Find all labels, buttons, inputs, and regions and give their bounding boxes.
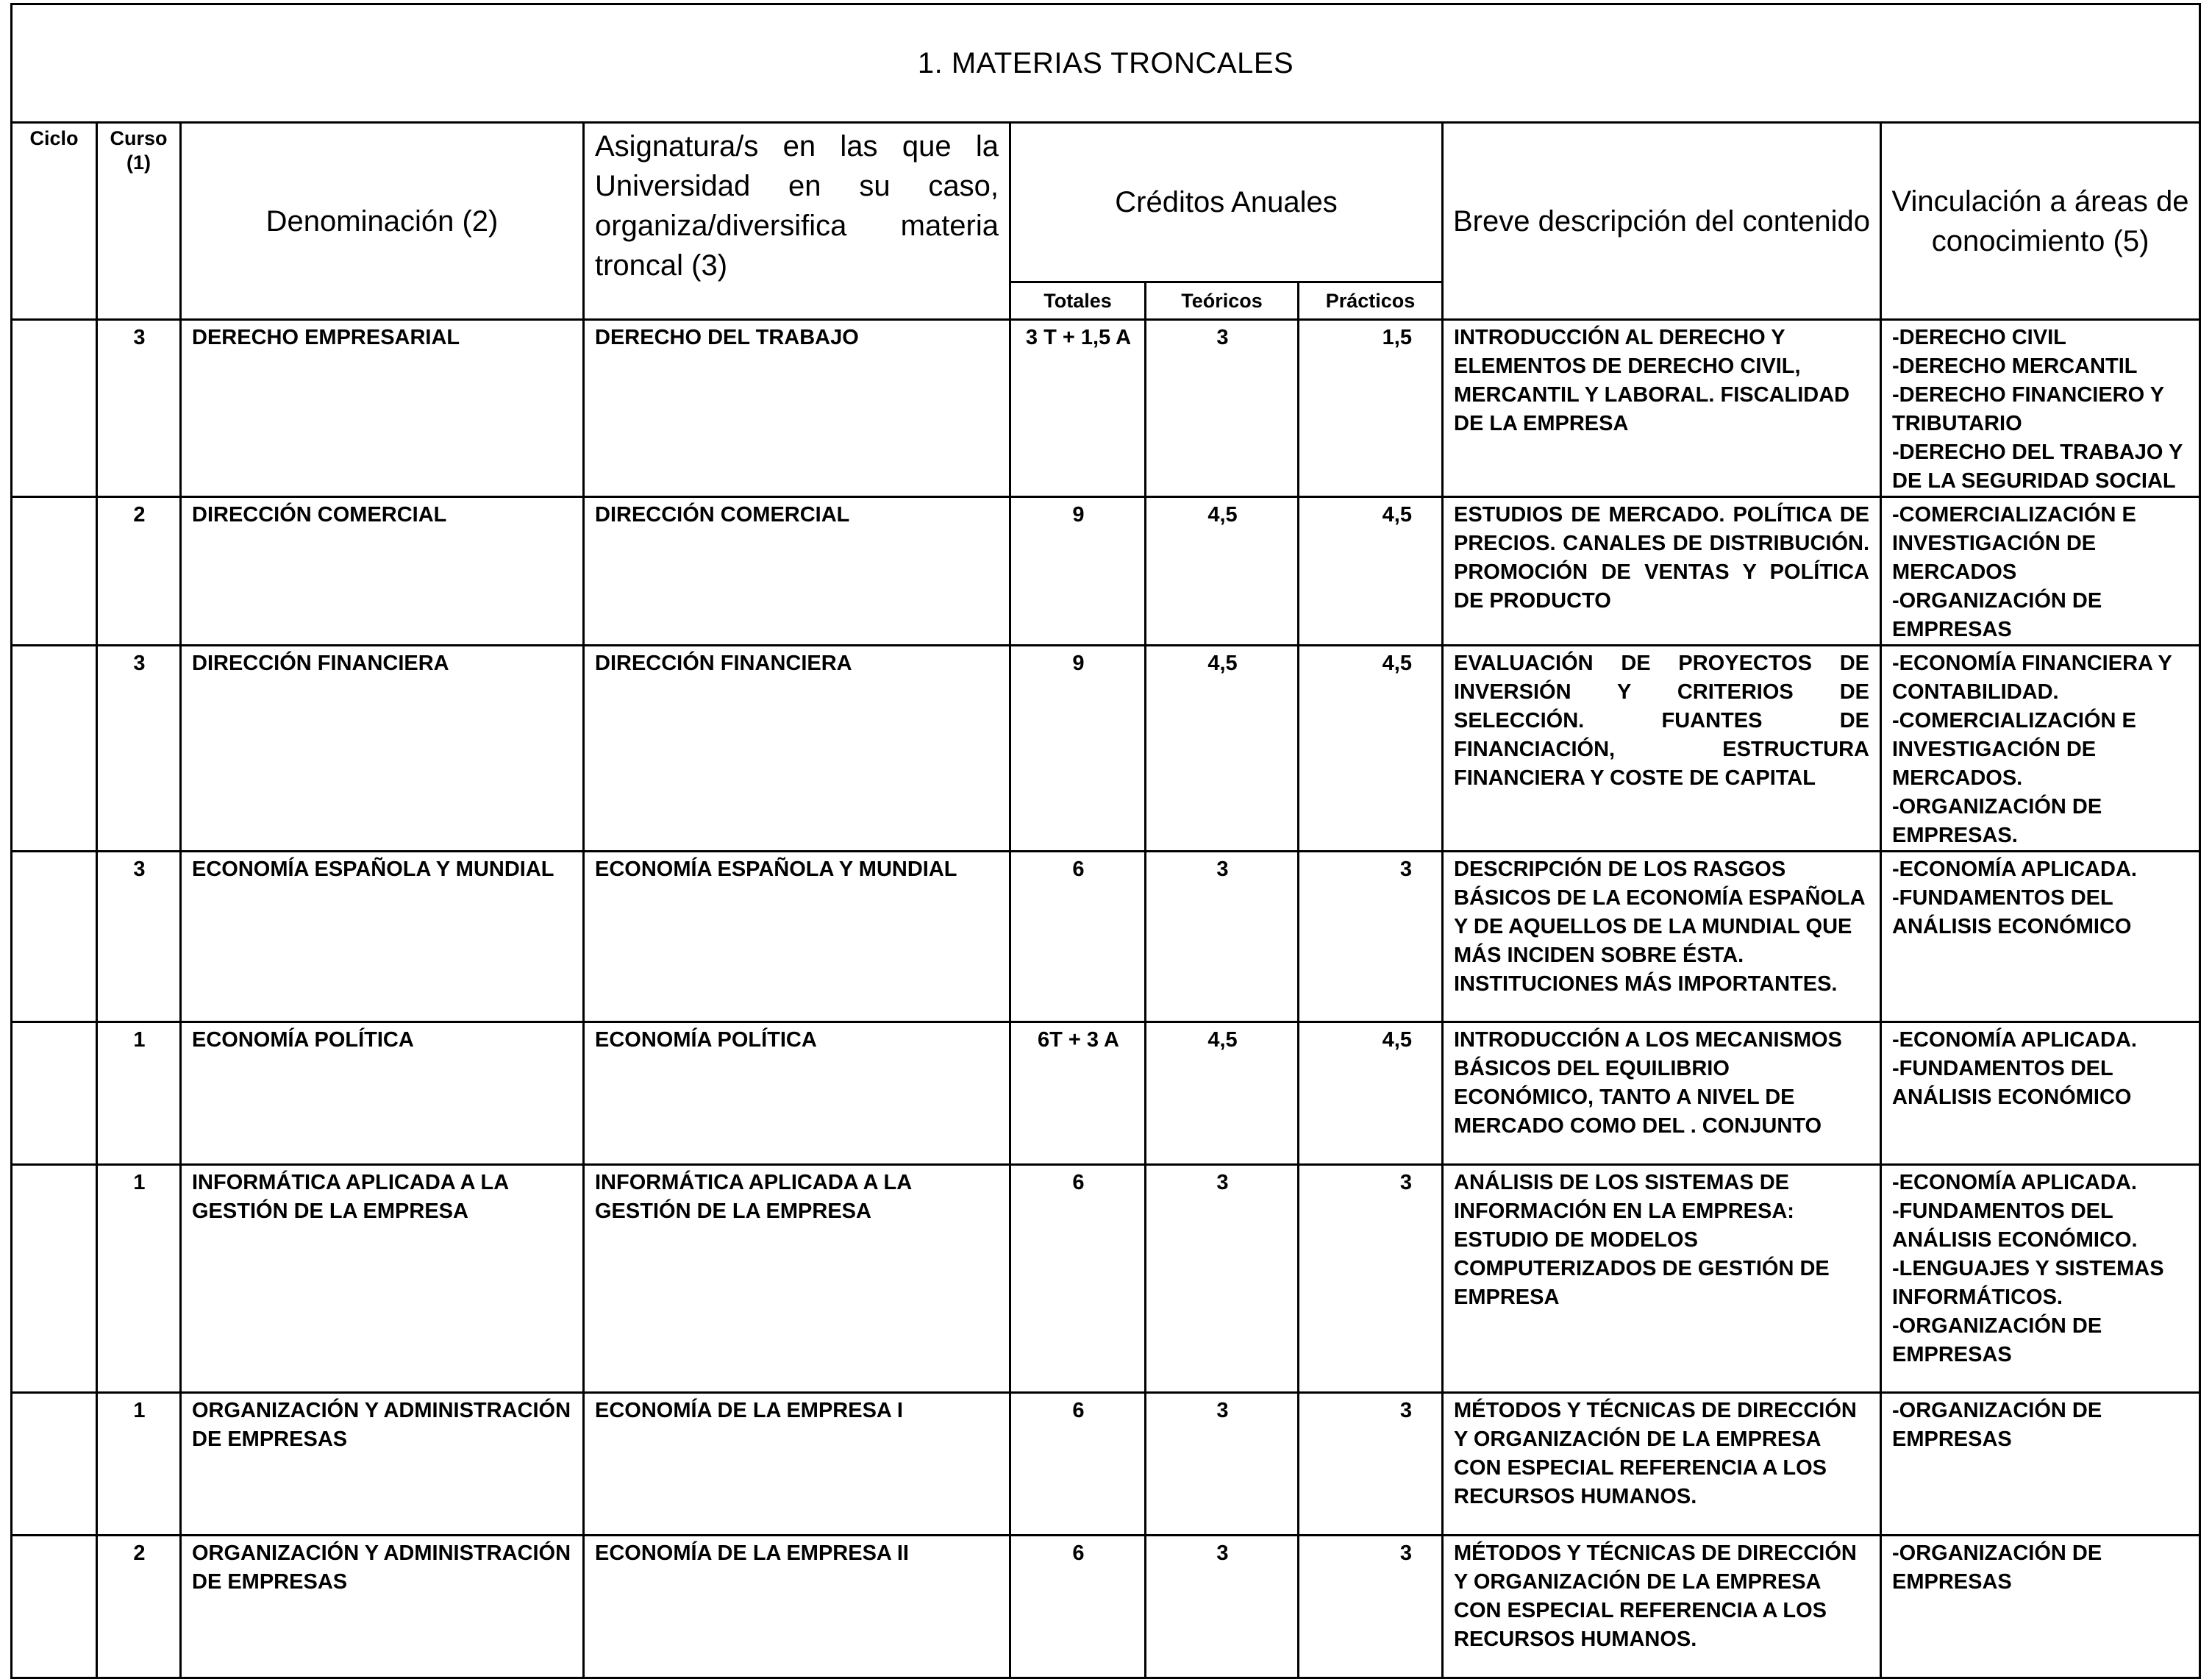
cell-areas	[1881, 1022, 2200, 1165]
cell-ciclo	[12, 1536, 97, 1678]
cell-practicos: 1,5	[1299, 320, 1443, 497]
table-row	[12, 852, 2200, 1022]
cell-totales: 6	[1010, 1165, 1146, 1393]
area-item: -FUNDAMENTOS DEL ANÁLISIS ECONÓMICO.	[1892, 1199, 2138, 1252]
cell-curso: 2	[97, 497, 181, 646]
cell-asignatura: ECONOMÍA POLÍTICA	[584, 1022, 1010, 1165]
cell-teoricos: 4,5	[1146, 1022, 1299, 1165]
cell-asignatura: DIRECCIÓN COMERCIAL	[584, 497, 1010, 646]
area-item: -COMERCIALIZACIÓN E INVESTIGACIÓN DE MERCADOS	[1892, 503, 2136, 584]
table-row	[12, 497, 2200, 646]
header-denominacion: Denominación (2)	[181, 123, 584, 320]
area-item: -DERECHO MERCANTIL	[1892, 354, 2138, 378]
cell-totales: 6	[1010, 852, 1146, 1022]
cell-curso: 3	[97, 646, 181, 852]
cell-asignatura: ECONOMÍA DE LA EMPRESA II	[584, 1536, 1010, 1678]
cell-descripcion: MÉTODOS Y TÉCNICAS DE DIRECCIÓN Y ORGANIZACIÓN DE LA EMPRESA CON ESPECIAL REFERENCIA A LOS RECURSOS HUMANOS.	[1443, 1536, 1881, 1678]
cell-totales: 3 T + 1,5 A	[1010, 320, 1146, 497]
cell-totales: 6T + 3 A	[1010, 1022, 1146, 1165]
cell-teoricos: 3	[1146, 1393, 1299, 1536]
cell-teoricos: 3	[1146, 852, 1299, 1022]
area-item: -ECONOMÍA APLICADA.	[1892, 858, 2137, 881]
cell-teoricos: 3	[1146, 1165, 1299, 1393]
cell-descripcion: ANÁLISIS DE LOS SISTEMAS DE INFORMACIÓN EN LA EMPRESA: ESTUDIO DE MODELOS COMPUTERIZADOS DE GESTIÓN DE EMPRESA	[1443, 1165, 1881, 1393]
cell-ciclo	[12, 320, 97, 497]
cell-curso: 3	[97, 852, 181, 1022]
cell-descripcion: EVALUACIÓN DE PROYECTOS DE INVERSIÓN Y CRITERIOS DE SELECCIÓN. FUANTES DE FINANCIACIÓN, ESTRUCTURA FINANCIERA Y COSTE DE CAPITAL	[1443, 646, 1881, 852]
table-row	[12, 1022, 2200, 1165]
area-item: -DERECHO FINANCIERO Y TRIBUTARIO	[1892, 383, 2164, 435]
area-item: -ORGANIZACIÓN DE EMPRESAS	[1892, 589, 2102, 641]
cell-teoricos: 3	[1146, 1536, 1299, 1678]
cell-descripcion: INTRODUCCIÓN A LOS MECANISMOS BÁSICOS DEL EQUILIBRIO ECONÓMICO, TANTO A NIVEL DE MERCADO COMO DEL . CONJUNTO	[1443, 1022, 1881, 1165]
cell-denominacion: ECONOMÍA POLÍTICA	[181, 1022, 584, 1165]
cell-areas	[1881, 852, 2200, 1022]
cell-ciclo	[12, 852, 97, 1022]
cell-practicos: 3	[1299, 1393, 1443, 1536]
cell-teoricos: 4,5	[1146, 646, 1299, 852]
header-curso: Curso (1)	[97, 123, 181, 320]
cell-totales: 9	[1010, 497, 1146, 646]
header-creditos-anuales: Créditos Anuales	[1010, 123, 1443, 282]
cell-teoricos: 3	[1146, 320, 1299, 497]
area-item: -ECONOMÍA APLICADA.	[1892, 1171, 2137, 1194]
cell-asignatura: ECONOMÍA DE LA EMPRESA I	[584, 1393, 1010, 1536]
header-ciclo: Ciclo	[12, 123, 97, 320]
cell-areas	[1881, 497, 2200, 646]
cell-curso: 2	[97, 1536, 181, 1678]
cell-denominacion: ORGANIZACIÓN Y ADMINISTRACIÓN DE EMPRESAS	[181, 1393, 584, 1536]
cell-curso: 1	[97, 1022, 181, 1165]
cell-totales: 6	[1010, 1536, 1146, 1678]
cell-ciclo	[12, 1022, 97, 1165]
area-item: -DERECHO DEL TRABAJO Y DE LA SEGURIDAD SOCIAL	[1892, 441, 2183, 493]
cell-asignatura: DIRECCIÓN FINANCIERA	[584, 646, 1010, 852]
header-vinculacion: Vinculación a áreas de conocimiento (5)	[1881, 123, 2200, 320]
area-item: -FUNDAMENTOS DEL ANÁLISIS ECONÓMICO	[1892, 886, 2132, 938]
cell-areas	[1881, 1536, 2200, 1678]
cell-denominacion: ECONOMÍA ESPAÑOLA Y MUNDIAL	[181, 852, 584, 1022]
area-item: -ORGANIZACIÓN DE EMPRESAS	[1892, 1399, 2102, 1451]
table-row	[12, 646, 2200, 852]
cell-areas	[1881, 320, 2200, 497]
area-item: -COMERCIALIZACIÓN E INVESTIGACIÓN DE MERCADOS.	[1892, 709, 2136, 790]
cell-practicos: 3	[1299, 1536, 1443, 1678]
cell-practicos: 3	[1299, 1165, 1443, 1393]
cell-practicos: 4,5	[1299, 646, 1443, 852]
area-item: -FUNDAMENTOS DEL ANÁLISIS ECONÓMICO	[1892, 1057, 2132, 1109]
cell-ciclo	[12, 497, 97, 646]
cell-ciclo	[12, 1393, 97, 1536]
document-page	[10, 3, 2199, 1664]
header-practicos: Prácticos	[1299, 282, 1443, 320]
table-row	[12, 1393, 2200, 1536]
cell-totales: 6	[1010, 1393, 1146, 1536]
header-asignatura: Asignatura/s en las que la Universidad en su caso, organiza/diversifica materia troncal (3)	[584, 123, 1010, 320]
cell-denominacion: DIRECCIÓN COMERCIAL	[181, 497, 584, 646]
cell-curso: 1	[97, 1393, 181, 1536]
cell-teoricos: 4,5	[1146, 497, 1299, 646]
area-item: -LENGUAJES Y SISTEMAS INFORMÁTICOS.	[1892, 1257, 2164, 1309]
cell-ciclo	[12, 646, 97, 852]
cell-practicos: 4,5	[1299, 1022, 1443, 1165]
cell-practicos: 3	[1299, 852, 1443, 1022]
table-row	[12, 1536, 2200, 1678]
table-body	[12, 320, 2200, 1678]
cell-ciclo	[12, 1165, 97, 1393]
cell-denominacion: ORGANIZACIÓN Y ADMINISTRACIÓN DE EMPRESAS	[181, 1536, 584, 1678]
area-item: -ECONOMÍA FINANCIERA Y CONTABILIDAD.	[1892, 652, 2172, 704]
cell-descripcion: DESCRIPCIÓN DE LOS RASGOS BÁSICOS DE LA ECONOMÍA ESPAÑOLA Y DE AQUELLOS DE LA MUNDIAL QUE MÁS INCIDEN SOBRE ÉSTA. INSTITUCIONES MÁS IMPORTANTES.	[1443, 852, 1881, 1022]
header-descripcion: Breve descripción del contenido	[1443, 123, 1881, 320]
cell-asignatura: ECONOMÍA ESPAÑOLA Y MUNDIAL	[584, 852, 1010, 1022]
area-item: -ORGANIZACIÓN DE EMPRESAS	[1892, 1314, 2102, 1366]
cell-curso: 1	[97, 1165, 181, 1393]
cell-denominacion: DIRECCIÓN FINANCIERA	[181, 646, 584, 852]
header-totales: Totales	[1010, 282, 1146, 320]
cell-denominacion: DERECHO EMPRESARIAL	[181, 320, 584, 497]
cell-descripcion: ESTUDIOS DE MERCADO. POLÍTICA DE PRECIOS. CANALES DE DISTRIBUCIÓN. PROMOCIÓN DE VENTAS Y POLÍTICA DE PRODUCTO	[1443, 497, 1881, 646]
cell-descripcion: INTRODUCCIÓN AL DERECHO Y ELEMENTOS DE DERECHO CIVIL, MERCANTIL Y LABORAL. FISCALIDAD DE LA EMPRESA	[1443, 320, 1881, 497]
cell-areas	[1881, 646, 2200, 852]
area-item: -ORGANIZACIÓN DE EMPRESAS.	[1892, 795, 2102, 847]
cell-totales: 9	[1010, 646, 1146, 852]
cell-asignatura: INFORMÁTICA APLICADA A LA GESTIÓN DE LA EMPRESA	[584, 1165, 1010, 1393]
area-item: -DERECHO CIVIL	[1892, 326, 2066, 349]
area-item: -ORGANIZACIÓN DE EMPRESAS	[1892, 1541, 2102, 1594]
cell-curso: 3	[97, 320, 181, 497]
area-item: -ECONOMÍA APLICADA.	[1892, 1028, 2137, 1052]
table-title: 1. MATERIAS TRONCALES	[12, 4, 2200, 123]
cell-areas	[1881, 1393, 2200, 1536]
materias-troncales-table	[10, 3, 2201, 1679]
header-teoricos: Teóricos	[1146, 282, 1299, 320]
cell-denominacion: INFORMÁTICA APLICADA A LA GESTIÓN DE LA EMPRESA	[181, 1165, 584, 1393]
cell-descripcion: MÉTODOS Y TÉCNICAS DE DIRECCIÓN Y ORGANIZACIÓN DE LA EMPRESA CON ESPECIAL REFERENCIA A LOS RECURSOS HUMANOS.	[1443, 1393, 1881, 1536]
table-row	[12, 1165, 2200, 1393]
cell-areas	[1881, 1165, 2200, 1393]
cell-asignatura: DERECHO DEL TRABAJO	[584, 320, 1010, 497]
table-row	[12, 320, 2200, 497]
cell-practicos: 4,5	[1299, 497, 1443, 646]
